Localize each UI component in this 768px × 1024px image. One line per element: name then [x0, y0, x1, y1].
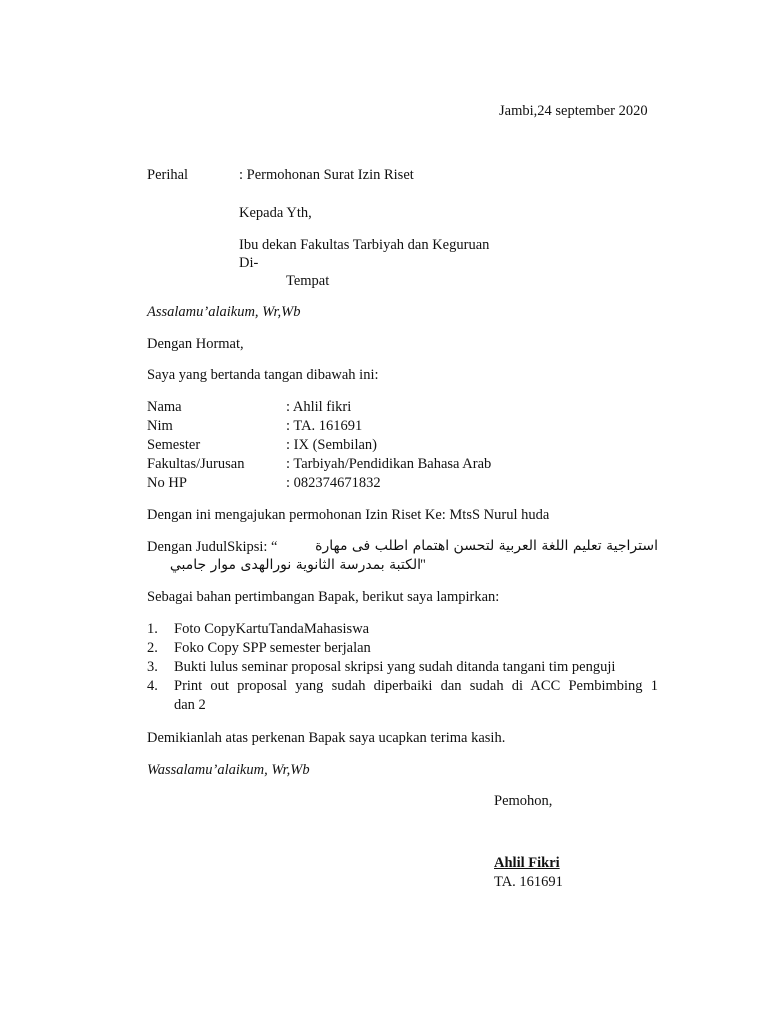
identity-label-nohp: No HP [147, 475, 187, 491]
identity-label-nama: Nama [147, 399, 182, 415]
subject-label: Perihal [147, 167, 189, 183]
letter-date: Jambi,24 september 2020 [499, 103, 648, 119]
farewell: Wassalamu’alaikum, Wr,Wb [147, 762, 310, 778]
thesis-label: Dengan JudulSkipsi: “ [147, 539, 278, 555]
identity-value-nohp: : 082374671832 [286, 475, 381, 491]
thesis-title-line1: استراجية تعليم اللغة العربية لتحسن اهتمام اطلب فى مهارة [315, 538, 658, 554]
attachment-text: Bukti lulus seminar proposal skripsi yang sudah ditanda tangani tim penguji [174, 659, 616, 675]
attachment-number: 1. [147, 621, 158, 637]
attachment-number: 2. [147, 640, 158, 656]
identity-value-semester: : IX (Sembilan) [286, 437, 378, 453]
identity-value-fakultas: : Tarbiyah/Pendidikan Bahasa Arab [286, 456, 492, 472]
thesis-title-line2: الكتبة بمدرسة الثانوية نورالهدى موار جامبي [169, 557, 421, 573]
identity-value-nama: : Ahlil fikri [286, 399, 352, 415]
addressee-di: Di- [239, 255, 259, 271]
signature-name: Ahlil Fikri [494, 855, 560, 871]
closing-text: Demikianlah atas perkenan Bapak saya ucapkan terima kasih. [147, 730, 506, 746]
intro: Saya yang bertanda tangan dibawah ini: [147, 367, 379, 383]
addressee-place: Tempat [286, 273, 330, 289]
attachment-number: 4. [147, 678, 158, 694]
addressee-recipient: Ibu dekan Fakultas Tarbiyah dan Keguruan [239, 237, 490, 253]
thesis-closing-quote: " [420, 557, 426, 573]
identity-label-nim: Nim [147, 418, 173, 434]
attachment-text: Print out proposal yang sudah diperbaiki dan sudah di ACC Pembimbing 1 [174, 678, 658, 694]
subject-value: : Permohonan Surat Izin Riset [239, 167, 414, 183]
attachment-text-continued: dan 2 [174, 697, 206, 713]
attachment-text: Foto CopyKartuTandaMahasiswa [174, 621, 370, 637]
opening: Dengan Hormat, [147, 336, 244, 352]
signature-id: TA. 161691 [494, 874, 563, 890]
addressee-salutation: Kepada Yth, [239, 205, 312, 221]
identity-value-nim: : TA. 161691 [286, 418, 363, 434]
identity-label-fakultas: Fakultas/Jurusan [147, 456, 245, 472]
attachment-text: Foko Copy SPP semester berjalan [174, 640, 371, 656]
attachment-number: 3. [147, 659, 158, 675]
identity-label-semester: Semester [147, 437, 201, 453]
attachments-intro: Sebagai bahan pertimbangan Bapak, berikut saya lampirkan: [147, 589, 500, 605]
request-text: Dengan ini mengajukan permohonan Izin Riset Ke: MtsS Nurul huda [147, 507, 550, 523]
signature-role: Pemohon, [494, 793, 553, 809]
greeting: Assalamu’alaikum, Wr,Wb [147, 304, 301, 320]
